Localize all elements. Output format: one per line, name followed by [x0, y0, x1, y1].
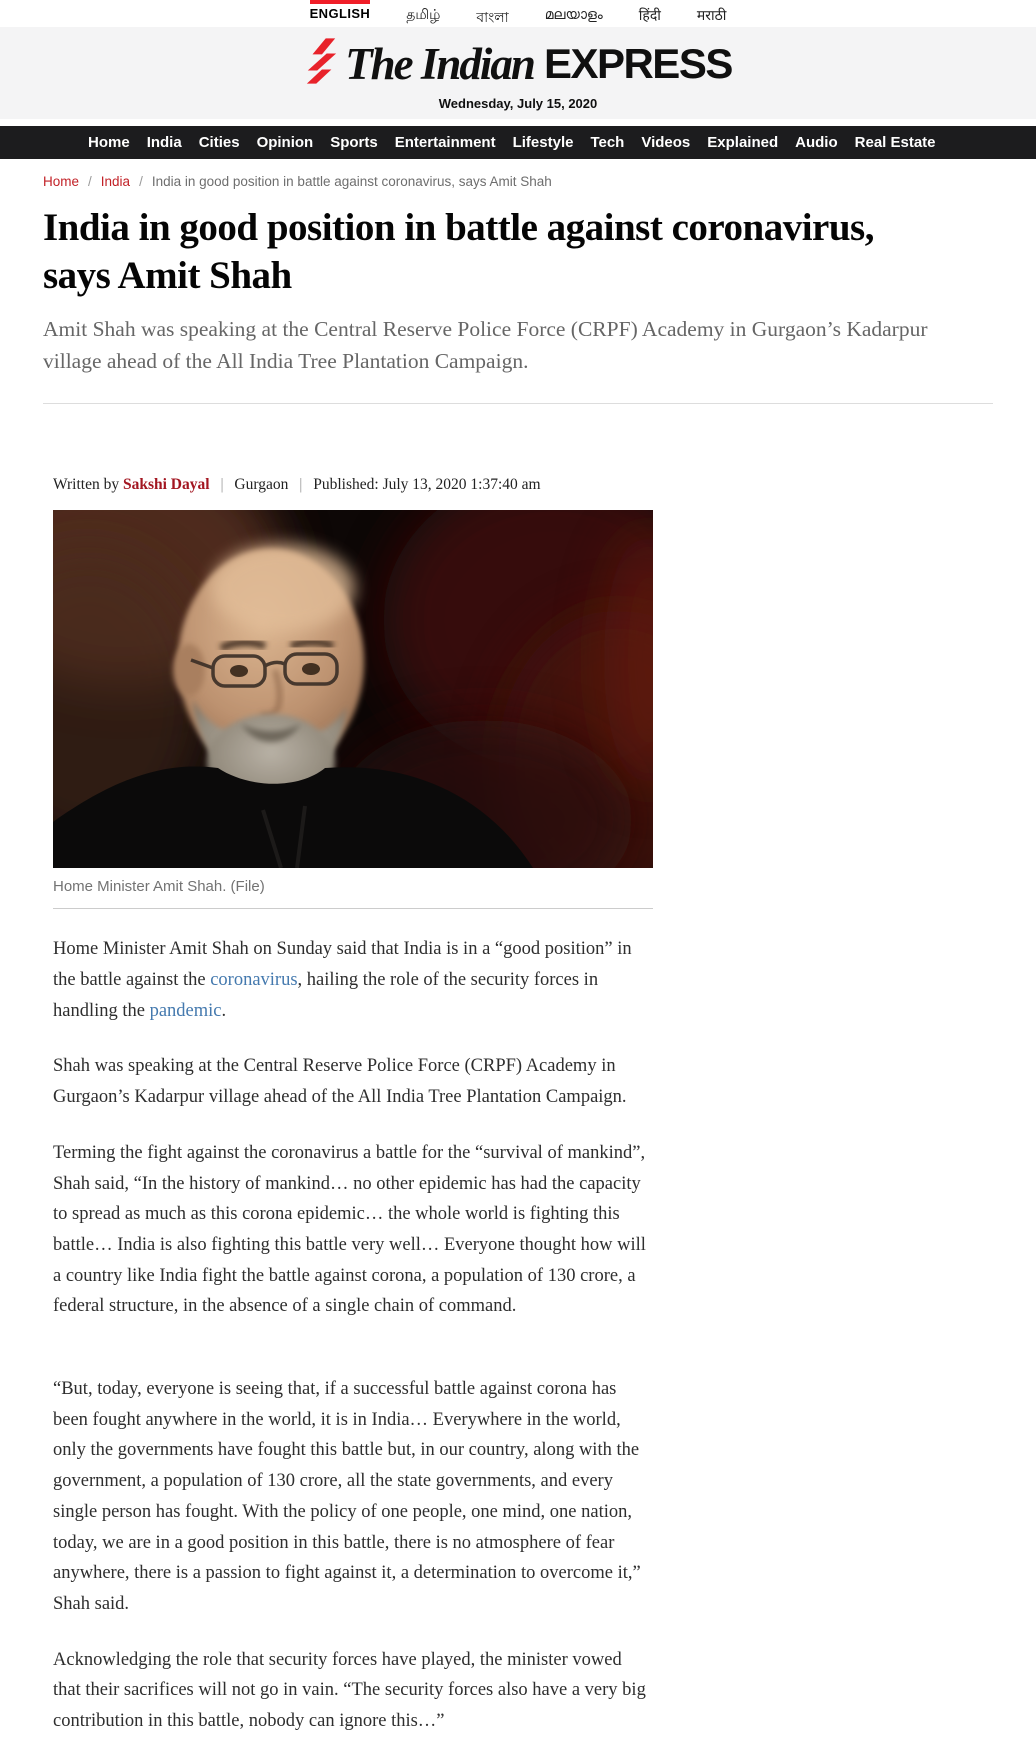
- breadcrumb: [43, 174, 993, 189]
- logo-text-the-indian: The Indian: [345, 38, 534, 89]
- indian-express-logo-icon: [304, 36, 338, 91]
- language-english[interactable]: ENGLISH: [310, 0, 371, 21]
- nav-item-audio[interactable]: Audio: [795, 134, 838, 151]
- nav-item-cities[interactable]: Cities: [198, 134, 240, 151]
- amit-shah-photo: [53, 510, 653, 868]
- logo-text-express: EXPRESS: [543, 39, 732, 87]
- nav-item-home[interactable]: Home: [88, 134, 130, 151]
- nav-item-explained[interactable]: Explained: [707, 134, 779, 151]
- written-by-label: Written by: [53, 476, 120, 494]
- article-body: [53, 934, 653, 1736]
- author-link[interactable]: Sakshi Dayal: [122, 476, 210, 494]
- article-paragraph: Terming the fight against the coronavirus a battle for the “survival of mankind”, Shah said, “In the history of mankind… no other epidemic has had the capacity to spread as much as this corona epidemic… the whole world is fighting this battle… India is also fighting this battle very well… Everyone thought how will a country like India fight the battle against corona, a population of 130 crore, a federal structure, in the absence of a single chain of command.: [53, 1142, 646, 1317]
- nav-item-india[interactable]: India: [146, 134, 182, 151]
- language-marathi[interactable]: मराठी: [696, 7, 727, 23]
- nav-item-real-estate[interactable]: Real Estate: [854, 134, 936, 151]
- pandemic-link[interactable]: pandemic: [149, 1000, 222, 1021]
- byline: [53, 476, 993, 494]
- main-nav: [0, 126, 1036, 159]
- nav-item-entertainment[interactable]: Entertainment: [394, 134, 496, 151]
- language-bangla[interactable]: বাংলা: [476, 9, 509, 25]
- article-paragraph: Acknowledging the role that security forces have played, the minister vowed that their sacrifices will not go in vain. “The security forces also have a very big contribution in this battle, nobody can ignore this…”: [53, 1649, 646, 1732]
- breadcrumb-separator: /: [139, 174, 143, 189]
- article-paragraph: Shah was speaking at the Central Reserve Police Force (CRPF) Academy in Gurgaon’s Kadarpur village ahead of the All India Tree Plantation Campaign.: [53, 1056, 627, 1108]
- language-malayalam[interactable]: മലയാളം: [544, 6, 603, 22]
- byline-location: Gurgaon: [234, 476, 289, 494]
- byline-separator: |: [299, 476, 303, 494]
- masthead-date: Wednesday, July 15, 2020: [438, 96, 598, 111]
- nav-item-opinion[interactable]: Opinion: [256, 134, 314, 151]
- article-subheadline: Amit Shah was speaking at the Central Reserve Police Force (CRPF) Academy in Gurgaon’s Kadarpur village ahead of the All India Tree Plantation Campaign.: [43, 316, 928, 373]
- article-paragraph: “But, today, everyone is seeing that, if a successful battle against corona has been fought anywhere in the world, it is in India… Everywhere in the world, only the governments have fought this battle but, in our country, along with the government, a population of 130 crore, all the state governments, and every single person has fought. With the policy of one people, one mind, one nation, today, we are in a good position in this battle, there is no atmosphere of fear anywhere, there is a passion to fight against it, a determination to overcome it,” Shah said.: [53, 1379, 641, 1614]
- nav-item-sports[interactable]: Sports: [330, 134, 378, 151]
- byline-published: Published: July 13, 2020 1:37:40 am: [313, 476, 541, 494]
- article-image-block: [53, 510, 653, 909]
- breadcrumb-separator: /: [88, 174, 92, 189]
- image-caption: Home Minister Amit Shah. (File): [53, 868, 653, 909]
- breadcrumb-current: India in good position in battle against coronavirus, says Amit Shah: [151, 174, 552, 189]
- page-title: India in good position in battle against coronavirus, says Amit Shah: [43, 206, 874, 298]
- nav-item-lifestyle[interactable]: Lifestyle: [512, 134, 574, 151]
- masthead: [0, 27, 1036, 119]
- coronavirus-link[interactable]: coronavirus: [210, 970, 298, 991]
- header-divider: [43, 403, 993, 404]
- breadcrumb-home[interactable]: Home: [43, 174, 80, 189]
- indian-express-logo[interactable]: [0, 36, 1036, 91]
- breadcrumb-india[interactable]: India: [100, 174, 131, 189]
- byline-separator: |: [220, 476, 224, 494]
- language-hindi[interactable]: हिंदी: [638, 7, 661, 23]
- language-tamil[interactable]: தமிழ்: [406, 6, 441, 22]
- nav-item-videos[interactable]: Videos: [641, 134, 691, 151]
- nav-item-tech[interactable]: Tech: [590, 134, 625, 151]
- language-bar: [0, 0, 1036, 27]
- article-paragraph: Home Minister Amit Shah on Sunday said that India is in a “good position” in the battle against the coronavirus, hailing the role of the security forces in handling the pandemic.: [53, 939, 632, 1021]
